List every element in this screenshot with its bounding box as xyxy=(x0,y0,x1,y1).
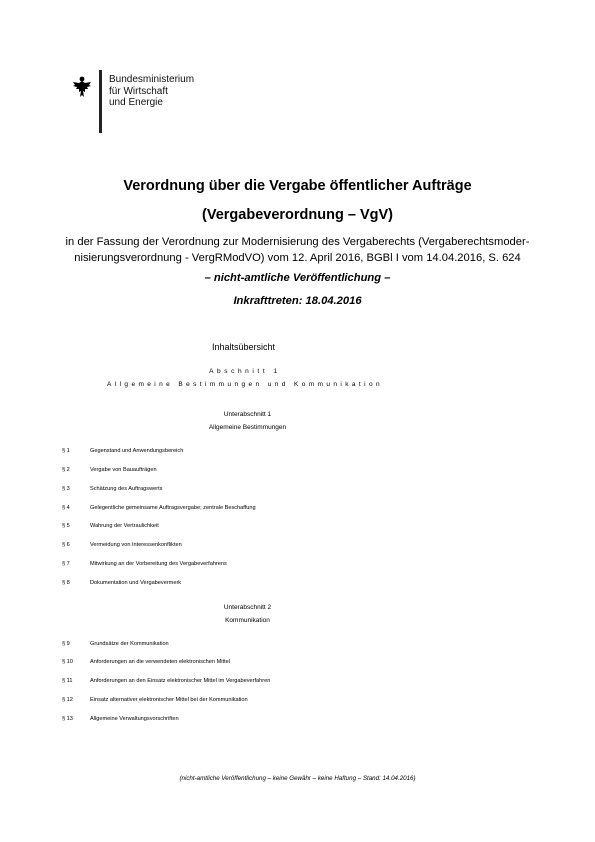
document-title: Verordnung über die Vergabe öffentlicher Aufträge xyxy=(123,178,472,194)
toc-para-number: § 2 xyxy=(62,467,70,473)
in-force-date: Inkrafttreten: 18.04.2016 xyxy=(233,295,362,307)
toc-para-number: § 9 xyxy=(62,641,70,647)
toc-link[interactable]: Schätzung des Auftragswerts xyxy=(90,486,163,492)
non-official-notice: – nicht-amtliche Veröffentlichung – xyxy=(204,272,391,284)
subsection-title: Allgemeine Bestimmungen xyxy=(208,424,287,431)
federal-eagle-icon xyxy=(72,76,92,98)
toc-para-number: § 8 xyxy=(62,580,70,586)
subsection-title: Kommunikation xyxy=(225,617,270,624)
toc-link[interactable]: Gelegentliche gemeinsame Auftragsvergabe; zentrale Beschaffung xyxy=(90,505,256,511)
document-subtitle: (Vergabeverordnung – VgV) xyxy=(202,207,393,223)
ministry-line: Bundesministerium xyxy=(109,74,195,85)
subsection-label: Unterabschnitt 2 xyxy=(223,604,272,611)
toc-link[interactable]: Anforderungen an die verwendeten elektronischen Mittel xyxy=(90,659,230,665)
toc-link[interactable]: Gegenstand und Anwendungsbereich xyxy=(90,448,184,454)
subsection-label: Unterabschnitt 1 xyxy=(223,411,272,418)
section-title: Allgemeine Bestimmungen und Kommunikation xyxy=(107,381,383,388)
toc-link[interactable]: Dokumentation und Vergabevermerk xyxy=(90,580,182,586)
toc-para-number: § 13 xyxy=(62,716,73,722)
ministry-line: für Wirtschaft xyxy=(109,85,168,97)
version-note-line: nisierungsverordnung - VergRModVO) vom 12. April 2016, BGBl I vom 14.04.2016, S. 624 xyxy=(74,252,521,264)
toc-link[interactable]: Vergabe von Bauaufträgen xyxy=(90,467,157,473)
toc-para-number: § 1 xyxy=(62,448,70,454)
toc-link[interactable]: Mitwirkung an der Vorbereitung des Vergabeverfahrens xyxy=(90,561,227,567)
toc-para-number: § 10 xyxy=(62,659,73,665)
toc-para-number: § 11 xyxy=(62,678,73,684)
version-note-line: in der Fassung der Verordnung zur Modernisierung des Vergaberechts (Vergaberechtsmoder- xyxy=(65,236,530,248)
page-footer: (nicht-amtliche Veröffentlichung – keine Gewähr – keine Haftung – Stand: 14.04.2016) xyxy=(179,775,416,782)
toc-para-number: § 5 xyxy=(62,523,70,529)
toc-para-number: § 3 xyxy=(62,486,70,492)
toc-para-number: § 6 xyxy=(62,542,70,548)
ministry-line: und Energie xyxy=(109,97,163,108)
ministry-logo-text xyxy=(109,74,194,109)
logo-divider xyxy=(99,70,102,133)
toc-link[interactable]: Wahrung der Vertraulichkeit xyxy=(90,523,159,529)
section-label: Abschnitt 1 xyxy=(209,368,281,375)
toc-title: Inhaltsübersicht xyxy=(212,342,276,352)
toc-para-number: § 4 xyxy=(62,505,70,511)
toc-para-number: § 12 xyxy=(62,697,73,703)
toc-link[interactable]: Einsatz alternativer elektronischer Mittel bei der Kommunikation xyxy=(90,697,248,703)
toc-link[interactable]: Anforderungen an den Einsatz elektronischer Mittel im Vergabeverfahren xyxy=(90,678,271,684)
toc-link[interactable]: Vermeidung von Interessenkonflikten xyxy=(90,542,182,548)
version-note xyxy=(55,234,540,266)
toc-link[interactable]: Allgemeine Verwaltungsvorschriften xyxy=(90,716,179,722)
toc-link[interactable]: Grundsätze der Kommunikation xyxy=(90,641,169,647)
toc-para-number: § 7 xyxy=(62,561,70,567)
